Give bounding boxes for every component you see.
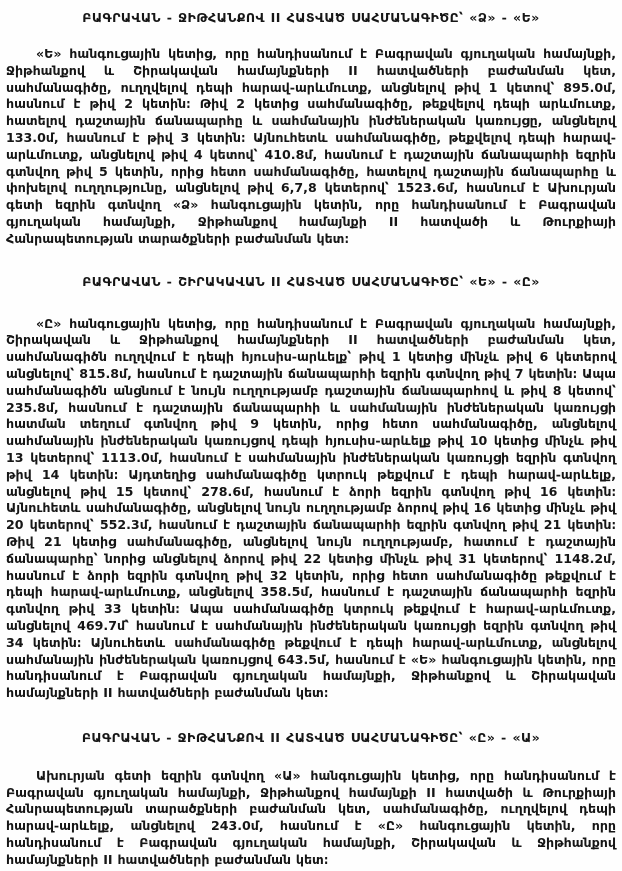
- section-heading-bagravan-jithankov-y-a: ԲԱԳՐԱՎԱՆ - ՋԻԹՀԱՆՔՈՎ II ՀԱՏՎԱԾ ՍԱՀՄԱՆԱԳԻԾԸ՝ «Ը» - «Ա»: [81, 729, 541, 745]
- section-heading-bagravan-shirakavan-e-y: ԲԱԳՐԱՎԱՆ - ՇԻՐԱԿԱՎԱՆ II ՀԱՏՎԱԾ ՍԱՀՄԱՆԱԳԻԾԸ՝ «Ե» - «Ը»: [82, 273, 540, 289]
- paragraph-boundary-description-1: «Ե» հանգուցային կետից, որը հանդիսանում է Բագրավան գյուղական համայնքի, Ջիթհանքով և Շիրակավան համայնքների II հատվածների բաժանման կետ, սահմանագիծը, ուղղվելով դեպի հարավ-արևմուտք, անցնելով թիվ 1 կետով՝ 895.0մ, հասնում է թիվ 2 կետին։ Թիվ 2 կետից սահմանագիծը, թեքվելով դեպի արևմուտք, հատելով դաշտային ճանապարհը և սահմանային ինժեներական կառույցը, անցնելով 133.0մ, հասնում է թիվ 3 կետին։ Այնուհետև սահմանագիծը, թեքվելով դեպի հարավ-արևմուտք, անցնելով թիվ 4 կետով՝ 410.8մ, հասնում է դաշտային ճանապարհի եզրին գտնվող թիվ 5 կետին, որից հետո սահմանագիծը, հատելով դաշտային ճանապարհը և փոխելով ուղղությունը, անցնելով թիվ 6,7,8 կետերով՝ 1523.6մ, հասնում է Ախուրյան գետի եզրին գտնվող «Ձ» հանգուցային կետին, որը հանդիսանում է Բագրավան գյուղական համայնքի, Ջիթհանքով համայնքի II հատվածի և Թուրքիայի Հանրապետության տարածքների բաժանման կետ։: [6, 46, 616, 246]
- paragraph-boundary-description-3: Ախուրյան գետի եզրին գտնվող «Ա» հանգուցային կետից, որը հանդիսանում է Բագրավան գյուղական համայնքի, Ջիթհանքով համայնքի II հատվածի և Թուրքիայի Հանրապետության տարածքների բաժանման կետ, սահմանագիծը, ուղղվելով դեպի հարավ-արևելք, անցնելով 243.0մ, հասնում է «Ը» հանգուցային կետին, որը հանդիսանում է Բագրավան գյուղական համայնքի, Շիրակավան և Ջիթհանքով համայնքների II հատվածների բաժանման կետ։: [6, 767, 616, 867]
- paragraph-boundary-description-2: «Ը» հանգուցային կետից, որը հանդիսանում է Բագրավան գյուղական համայնքի, Շիրակավան և Ջիթհանքով համայնքների II հատվածների բաժանման կետ, սահմանագիծն ուղղվում է դեպի հյուսիս-արևելք՝ թիվ 1 կետից մինչև թիվ 6 կետերով անցնելով՝ 815.8մ, հասնում է դաշտային ճանապարհի եզրին գտնվող թիվ 7 կետին։ Ապա սահմանագիծն անցնում է նույն ուղղությամբ դաշտային ճանապարհով և թիվ 8 կետով՝ 235.8մ, հասնում է դաշտային ճանապարհի և սահմանային ինժեներական կառույցի հատման տեղում գտնվող թիվ 9 կետին, որից հետո սահմանագիծը, անցնելով սահմանային ինժեներական կառույցով դեպի հյուսիս-արևելք թիվ 10 կետից մինչև թիվ 13 կետերով՝ 1113.0մ, հասնում է սահմանային ինժեներական կառույցի եզրին գտնվող թիվ 14 կետին։ Այդտեղից սահմանագիծը կտրուկ թեքվում է դեպի հարավ-արևելք, անցնելով թիվ 15 կետով՝ 278.6մ, հասնում է ձորի եզրին գտնվող թիվ 16 կետին։ Այնուհետև սահմանագիծը, անցնելով նույն ուղղությամբ ձորով թիվ 16 կետից մինչև թիվ 20 կետերով՝ 552.3մ, հասնում է դաշտային ճանապարհի եզրին գտնվող թիվ 21 կետին։ Թիվ 21 կետից սահմանագիծը, անցնելով նույն ուղղությամբ, հատում է դաշտային ճանապարհը՝ նորից անցնելով ձորով թիվ 22 կետից մինչև թիվ 31 կետերով՝ 1148.2մ, հասնում է ձորի եզրին գտնվող թիվ 32 կետին, որից հետո սահմանագիծը թեքվում է դեպի հարավ-արևմուտք, անցնելով 358.5մ, հասնում է դաշտային ճանապարհի եզրին գտնվող թիվ 33 կետին։ Ապա սահմանագիծը կտրուկ թեքվում է հարավ-արևմուտք, անցնելով 469.7մ՝ հասնում է սահմանային ինժեներական կառույցի եզրին գտնվող թիվ 34 կետին։ Այնուհետև սահմանագիծը թեքվում է դեպի հարավ-արևմուտք, անցնելով սահմանային ինժեներական կառույցով 643.5մ, հասնում է «Ե» հանգուցային կետին, որը հանդիսանում է Բագրավան գյուղական համայնքի, Ջիթհանքով և Շիրակավան համայնքների II հատվածների բաժանման կետ։: [6, 315, 616, 701]
- section-heading-bagravan-jithankov-dza-e: ԲԱԳՐԱՎԱՆ - ՋԻԹՀԱՆՔՈՎ II ՀԱՏՎԱԾ ՍԱՀՄԱՆԱԳԻԾԸ՝ «Ձ» - «Ե»: [82, 10, 540, 25]
